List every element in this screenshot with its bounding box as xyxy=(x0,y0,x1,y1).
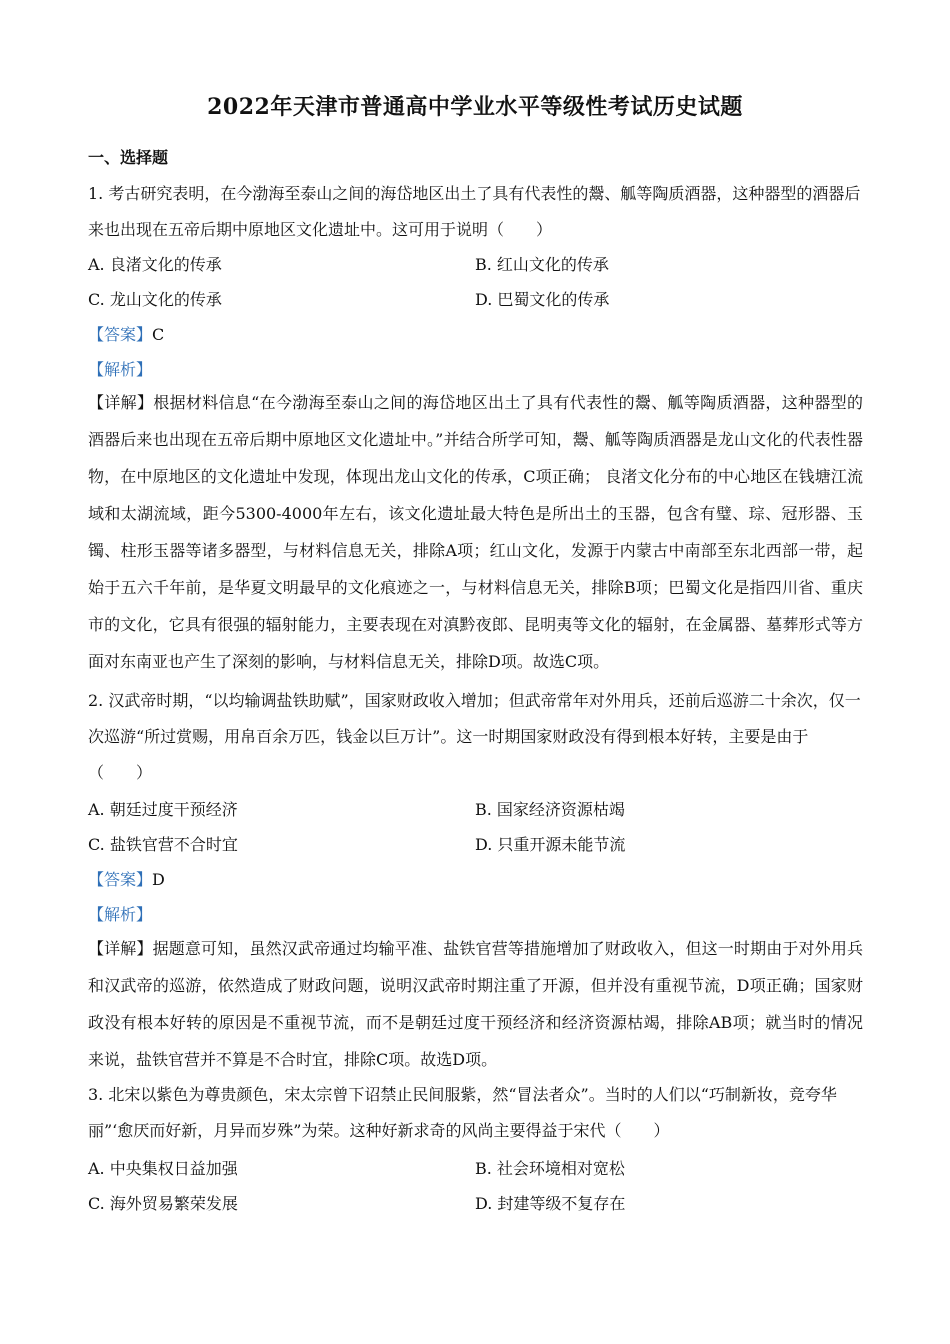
detail-label: 【详解】 xyxy=(88,939,153,958)
question-2-answer xyxy=(88,868,165,892)
question-1-answer xyxy=(88,323,164,347)
detail-text: 根据材料信息“在今渤海至泰山之间的海岱地区出土了具有代表性的鬶、觚等陶质酒器，这种器型的酒器后来也出现在五帝后期中原地区文化遗址中。”并结合所学可知，鬶、觚等陶质酒器是龙山文化的代表性器物，在中原地区的文化遗址中发现，体现出龙山文化的传承，C项正确； 良渚文化分布的中心地区在钱塘江流域和太湖流域，距今5300-4000年左右，该文化遗址最大特色是所出土的玉器，包含有璧、琮、冠形器、玉镯、柱形玉器等诸多器型，与材料信息无关，排除A项；红山文化，发源于内蒙古中南部至东北西部一带，起始于五六千年前，是华夏文明最早的文化痕迹之一，与材料信息无关，排除B项；巴蜀文化是指四川省、重庆市的文化，它具有很强的辐射能力，主要表现在对滇黔夜郎、昆明夷等文化的辐射，在金属器、墓葬形式等方面对东南亚也产生了深刻的影响，与材料信息无关，排除D项。故选C项。 xyxy=(88,393,863,671)
question-2-option-c: C. 盐铁官营不合时宜 xyxy=(88,835,238,854)
question-1-detail xyxy=(88,384,863,680)
question-2-analysis-label: 【解析】 xyxy=(88,905,153,924)
detail-text: 据题意可知，虽然汉武帝通过均输平准、盐铁官营等措施增加了财政收入，但这一时期由于对外用兵和汉武帝的巡游，依然造成了财政问题，说明汉武帝时期注重了开源，但并没有重视节流，D项正确；国家财政没有根本好转的原因是不重视节流，而不是朝廷过度干预经济和经济资源枯竭，排除AB项；就当时的情况来说，盐铁官营并不算是不合时宜，排除C项。故选D项。 xyxy=(88,939,863,1069)
question-3-stem: 3. 北宋以紫色为尊贵颜色，宋太宗曾下诏禁止民间服紫，然“冒法者众”。当时的人们以“巧制新妆，竞夸华丽”‘愈厌而好新，月异而岁殊”为荣。这种好新求奇的风尚主要得益于宋代（ ） xyxy=(88,1085,837,1140)
page-title: 2022年天津市普通高中学业水平等级性考试历史试题 xyxy=(207,94,743,120)
answer-label: 【答案】 xyxy=(88,325,153,344)
question-1-analysis-label: 【解析】 xyxy=(88,360,153,379)
question-3-option-d: D. 封建等级不复存在 xyxy=(475,1194,626,1213)
answer-value: D xyxy=(152,870,165,889)
question-3-option-b: B. 社会环境相对宽松 xyxy=(475,1159,625,1178)
section-heading: 一、选择题 xyxy=(88,148,169,167)
question-2-option-b: B. 国家经济资源枯竭 xyxy=(475,800,625,819)
question-2-stem: 2. 汉武帝时期，“以均输调盐铁助赋”，国家财政收入增加；但武帝常年对外用兵，还前后巡游二十余次，仅一次巡游“所过赏赐，用帛百余万匹，钱金以巨万计”。这一时期国家财政没有得到根本好转，主要是由于（ ） xyxy=(88,691,861,782)
question-2-detail xyxy=(88,930,863,1078)
answer-label: 【答案】 xyxy=(88,870,153,889)
question-2-option-a: A. 朝廷过度干预经济 xyxy=(88,800,238,819)
question-1-stem: 1. 考古研究表明，在今渤海至泰山之间的海岱地区出土了具有代表性的鬶、觚等陶质酒器，这种器型的酒器后来也出现在五帝后期中原地区文化遗址中。这可用于说明（ ） xyxy=(88,184,861,239)
question-2-option-d: D. 只重开源未能节流 xyxy=(475,835,626,854)
answer-value: C xyxy=(152,325,165,344)
question-1-option-d: D. 巴蜀文化的传承 xyxy=(475,290,610,309)
question-3-option-a: A. 中央集权日益加强 xyxy=(88,1159,238,1178)
question-1-option-b: B. 红山文化的传承 xyxy=(475,255,609,274)
question-3-option-c: C. 海外贸易繁荣发展 xyxy=(88,1194,238,1213)
question-1-option-c: C. 龙山文化的传承 xyxy=(88,290,222,309)
detail-label: 【详解】 xyxy=(88,393,154,412)
question-1-option-a: A. 良渚文化的传承 xyxy=(88,255,222,274)
